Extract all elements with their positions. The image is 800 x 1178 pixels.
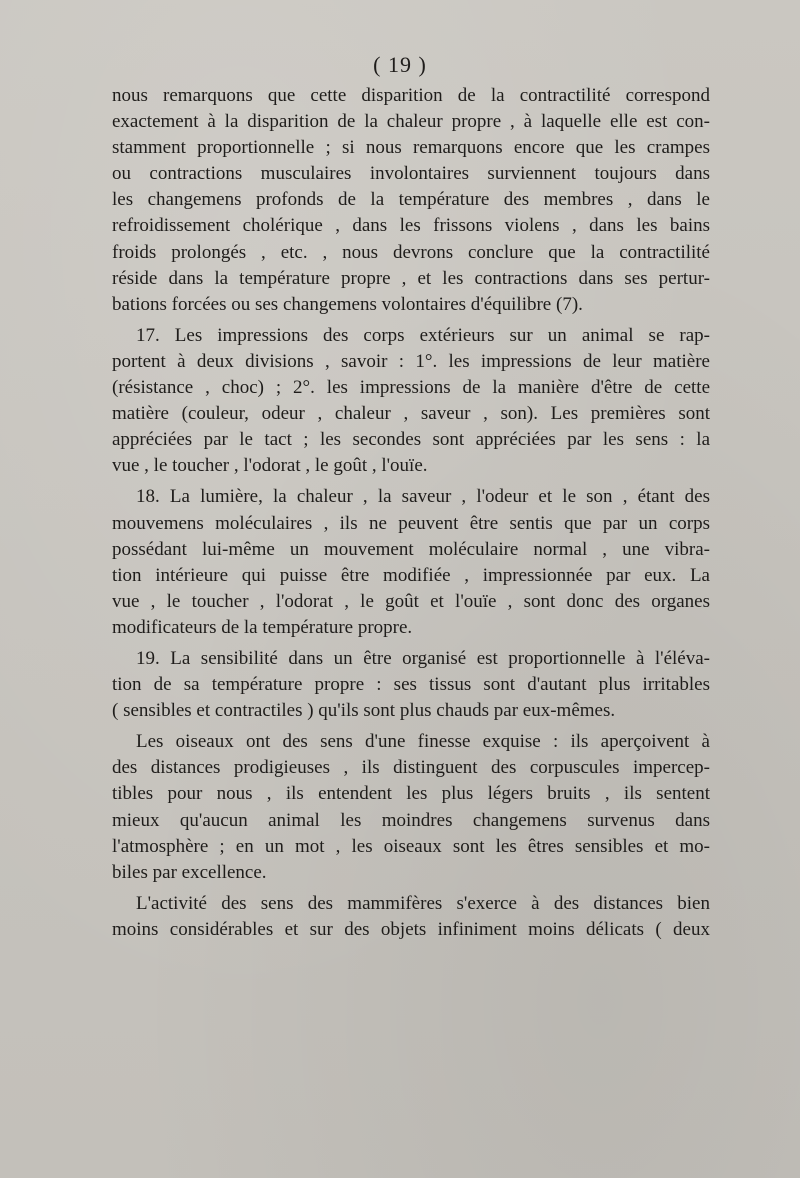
text-line: tion intérieure qui puisse être modifiée , impressionnée par eux. La: [112, 564, 710, 586]
text-line: 18. La lumière, la chaleur , la saveur , l'odeur et le son , étant des: [136, 486, 710, 508]
text-line: mieux qu'aucun animal les moindres changemens survenus dans: [112, 809, 710, 831]
page-number: ( 19 ): [373, 52, 427, 77]
text-line: portent à deux divisions , savoir : 1°. les impressions de leur matière: [112, 350, 710, 372]
text-line: 17. Les impressions des corps extérieurs sur un animal se rap-: [136, 324, 710, 346]
paragraph-birds: [112, 729, 710, 886]
text-line: (résistance , choc) ; 2°. les impressions de la manière d'être de cette: [112, 377, 710, 399]
text-line: Les oiseaux ont des sens d'une finesse exquise : ils aperçoivent à: [136, 731, 710, 753]
text-line: nous remarquons que cette disparition de la contractilité correspond: [112, 85, 710, 106]
paragraph-19: [112, 646, 710, 724]
text-line: les changemens profonds de la température des membres , dans le: [112, 189, 710, 211]
text-line: vue , le toucher , l'odorat , le goût et l'ouïe , sont donc des organes: [112, 590, 710, 612]
text-line: des distances prodigieuses , ils distinguent des corpuscules impercep-: [112, 757, 710, 779]
text-line: ( sensibles et contractiles ) qu'ils sont plus chauds par eux-mêmes.: [112, 700, 616, 722]
text-line: réside dans la température propre , et les contractions dans ses pertur-: [112, 267, 710, 289]
text-line: biles par excellence.: [112, 861, 267, 883]
text-line: tion de sa température propre : ses tissus sont d'autant plus irritables: [112, 674, 710, 696]
paragraph-18: [112, 484, 710, 641]
text-line: modificateurs de la température propre.: [112, 616, 413, 638]
text-line: exactement à la disparition de la chaleur propre , à laquelle elle est con-: [112, 111, 710, 133]
text-line: refroidissement cholérique , dans les frissons violens , dans les bains: [112, 215, 710, 237]
text-line: matière (couleur, odeur , chaleur , saveur , son). Les premières sont: [112, 403, 710, 425]
text-line: vue , le toucher , l'odorat , le goût , l'ouïe.: [112, 455, 428, 477]
paragraph-17: [112, 323, 710, 480]
text-line: bations forcées ou ses changemens volontaires d'équilibre (7).: [112, 293, 583, 315]
paragraph-mammals: [112, 891, 710, 943]
text-line: L'activité des sens des mammifères s'exerce à des distances bien: [136, 892, 710, 914]
text-line: moins considérables et sur des objets infiniment moins délicats ( deux: [112, 918, 710, 940]
paragraph-continuation: [112, 83, 710, 318]
body-text: [112, 83, 710, 943]
text-line: appréciées par le tact ; les secondes sont appréciées par les sens : la: [112, 429, 710, 451]
text-line: possédant lui-même un mouvement moléculaire normal , une vibra-: [112, 538, 710, 560]
text-line: ou contractions musculaires involontaires surviennent toujours dans: [112, 163, 710, 185]
text-line: l'atmosphère ; en un mot , les oiseaux sont les êtres sensibles et mo-: [112, 835, 710, 857]
text-line: stamment proportionnelle ; si nous remarquons encore que les crampes: [112, 137, 710, 159]
text-line: 19. La sensibilité dans un être organisé est proportionnelle à l'éléva-: [136, 647, 710, 669]
text-line: froids prolongés , etc. , nous devrons conclure que la contractilité: [112, 241, 710, 263]
text-line: tibles pour nous , ils entendent les plus légers bruits , ils sentent: [112, 783, 710, 805]
text-line: mouvemens moléculaires , ils ne peuvent être sentis que par un corps: [112, 512, 710, 534]
